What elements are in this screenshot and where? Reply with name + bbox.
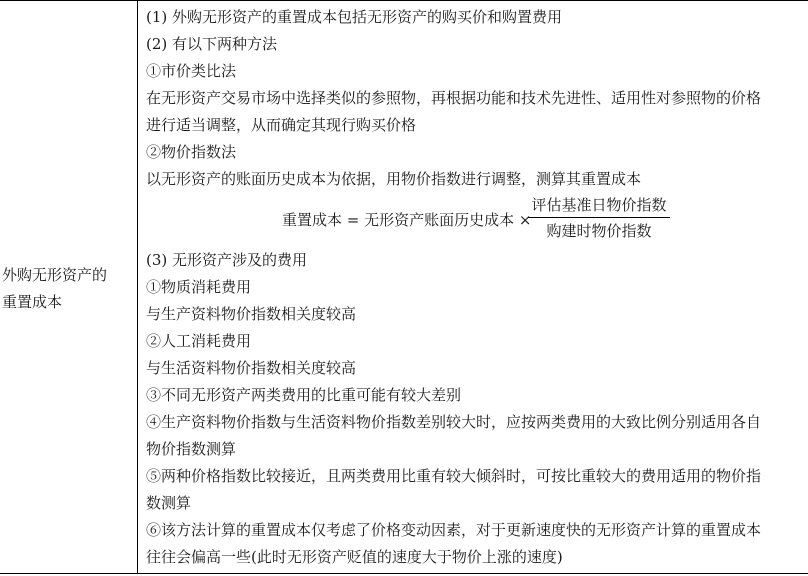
content-line: ④生产资料物价指数与生活资料物价指数差别较大时，应按两类费用的大致比例分别适用各自	[146, 413, 762, 431]
content-line: ①市价类比法	[146, 62, 237, 80]
content-line: 数测算	[146, 494, 192, 512]
content-line: ②人工消耗费用	[146, 332, 252, 350]
content-line: (3) 无形资产涉及的费用	[146, 251, 308, 269]
content-line: 进行适当调整，从而确定其现行购买价格	[146, 116, 417, 134]
reset-cost-formula	[146, 193, 806, 247]
row-header-cell	[2, 262, 134, 316]
content-line: 与生产资料物价指数相关度较高	[146, 305, 357, 323]
content-line: (2) 有以下两种方法	[146, 35, 278, 53]
column-divider	[137, 0, 138, 574]
content-line: ③不同无形资产两类费用的比重可能有较大差别	[146, 386, 462, 404]
row-header-line-1: 外购无形资产的	[2, 266, 108, 284]
content-line: 物价指数测算	[146, 440, 237, 458]
content-line: ②物价指数法	[146, 143, 237, 161]
content-line: (1) 外购无形资产的重置成本包括无形资产的购买价和购置费用	[146, 8, 563, 26]
content-cell	[146, 4, 806, 571]
content-line: 往往会偏高一些(此时无形资产贬值的速度大于物价上涨的速度)	[146, 548, 563, 566]
row-header-line-2: 重置成本	[2, 293, 63, 311]
content-line: 与生活资料物价指数相关度较高	[146, 359, 357, 377]
content-line: 在无形资产交易市场中选择类似的参照物，再根据功能和技术先进性、适用性对参照物的价格	[146, 89, 762, 107]
formula-lhs: 重置成本 = 无形资产账面历史成本 ×	[282, 211, 532, 229]
formula-denominator: 购建时物价指数	[546, 222, 652, 240]
formula-numerator: 评估基准日物价指数	[528, 193, 670, 218]
table-top-rule	[0, 0, 808, 1]
content-line: ⑥该方法计算的重置成本仅考虑了价格变动因素，对于更新速度快的无形资产计算的重置成本	[146, 521, 762, 539]
formula-fraction	[528, 193, 670, 244]
content-line: ①物质消耗费用	[146, 278, 252, 296]
content-line: ⑤两种价格指数比较接近，且两类费用比重有较大倾斜时，可按比重较大的费用适用的物价指	[146, 467, 762, 485]
table-bottom-rule	[0, 573, 808, 574]
content-line: 以无形资产的账面历史成本为依据，用物价指数进行调整，测算其重置成本	[146, 170, 642, 188]
